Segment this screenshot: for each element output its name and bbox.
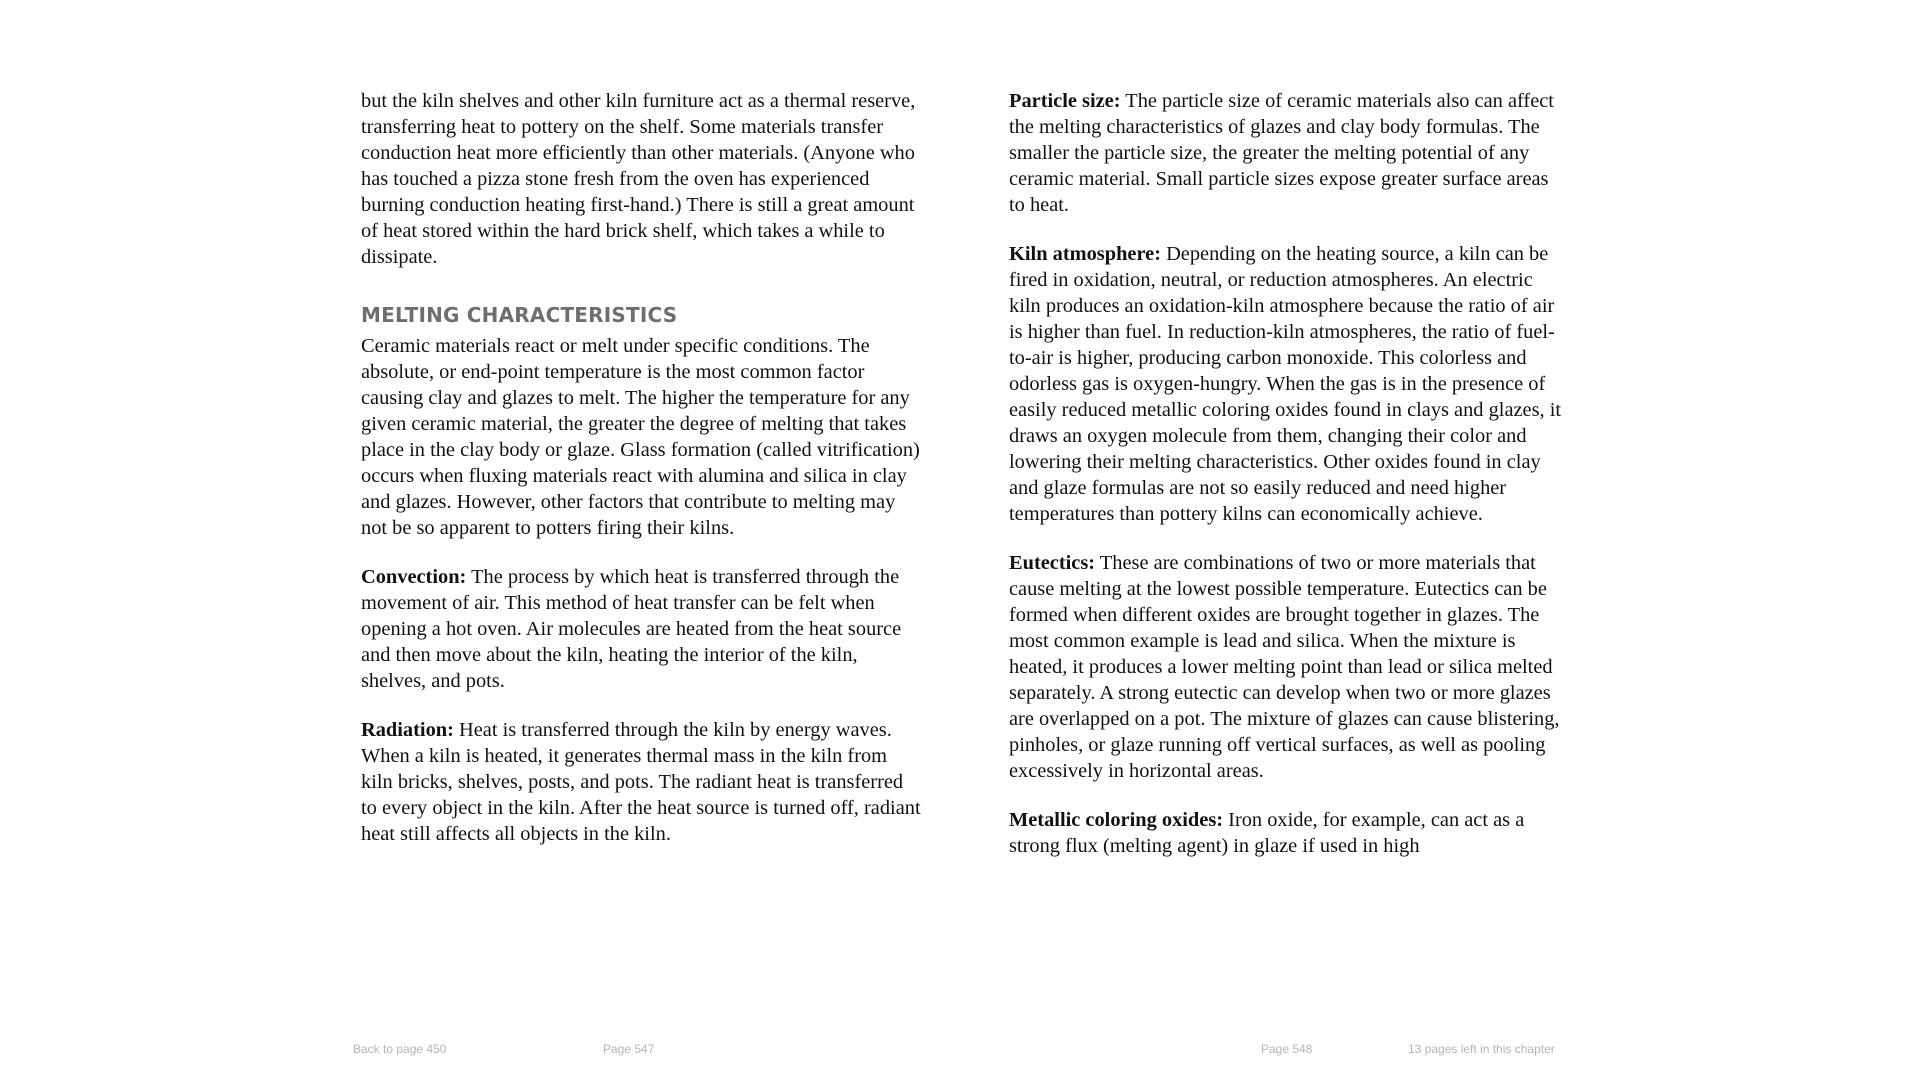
term-description: The particle size of ceramic materials also can affect the melting characteristics of glazes and clay body formulas. The smaller the particle size, the greater the melting potential of any ceramic material. Small particle sizes expose greater surface areas to heat.	[1009, 90, 1554, 216]
term-label: Particle size:	[1009, 90, 1121, 112]
metallic-oxides-paragraph	[1009, 807, 1569, 859]
term-description: The process by which heat is transferred through the movement of air. This method of heat transfer can be felt when opening a hot oven. Air molecules are heated from the heat source and then move about the kiln, heating the interior of the kiln, shelves, and pots.	[361, 566, 902, 692]
term-label: Metallic coloring oxides:	[1009, 809, 1224, 831]
body-paragraph: but the kiln shelves and other kiln furniture act as a thermal reserve, transferring heat to pottery on the shelf. Some materials transfer conduction heat more efficiently than other materials. (Anyone who has touched a pizza stone fresh from the oven has experienced burning conduction heating first-hand.) There is still a great amount of heat stored within the hard brick shelf, which takes a while to dissipate.	[361, 90, 916, 268]
pages-left-indicator: 13 pages left in this chapter	[1408, 1042, 1555, 1056]
convection-paragraph	[361, 564, 921, 694]
term-label: Kiln atmosphere:	[1009, 243, 1161, 265]
right-page-number: Page 548	[1261, 1042, 1313, 1056]
eutectics-paragraph	[1009, 550, 1569, 784]
term-description: These are combinations of two or more materials that cause melting at the lowest possible temperature. Eutectics can be formed when different oxides are brought together in glazes. The most common example is lead and silica. When the mixture is heated, it produces a lower melting point than lead or silica melted separately. A strong eutectic can develop when two or more glazes are overlapped on a pot. The mixture of glazes can cause blistering, pinholes, or glaze running off vertical surfaces, as well as pooling excessively in horizontal areas.	[1009, 552, 1560, 782]
term-label: Convection:	[361, 566, 467, 588]
radiation-paragraph	[361, 717, 921, 847]
left-page-number: Page 547	[603, 1042, 655, 1056]
term-label: Radiation:	[361, 719, 454, 741]
left-page	[361, 88, 921, 870]
right-page	[1009, 88, 1569, 859]
section-heading: MELTING CHARACTERISTICS	[361, 303, 678, 327]
term-label: Eutectics:	[1009, 552, 1096, 574]
back-to-page-link[interactable]: Back to page 450	[353, 1042, 447, 1056]
particle-size-paragraph	[1009, 88, 1569, 218]
body-paragraph: Ceramic materials react or melt under specific conditions. The absolute, or end-point temperature is the most common factor causing clay and glazes to melt. The higher the temperature for any given ceramic material, the greater the degree of melting that takes place in the clay body or glaze. Glass formation (called vitrification) occurs when fluxing materials react with alumina and silica in clay and glazes. However, other factors that contribute to melting may not be so apparent to potters firing their kilns.	[361, 335, 920, 539]
term-description: Depending on the heating source, a kiln can be fired in oxidation, neutral, or reduction atmospheres. An electric kiln produces an oxidation-kiln atmosphere because the ratio of air is higher than fuel. In reduction-kiln atmospheres, the ratio of fuel-to-air is higher, producing carbon monoxide. This colorless and odorless gas is oxygen-hungry. When the gas is in the presence of easily reduced metallic coloring oxides found in clays and glazes, it draws an oxygen molecule from them, changing their color and lowering their melting characteristics. Other oxides found in clay and glaze formulas are not so easily reduced and need higher temperatures than pottery kilns can economically achieve.	[1009, 243, 1562, 525]
kiln-atmosphere-paragraph	[1009, 241, 1569, 527]
term-description: Heat is transferred through the kiln by energy waves. When a kiln is heated, it generates thermal mass in the kiln from kiln bricks, shelves, posts, and pots. The radiant heat is transferred to every object in the kiln. After the heat source is turned off, radiant heat still affects all objects in the kiln.	[361, 719, 921, 845]
term-description: Iron oxide, for example, can act as a strong flux (melting agent) in glaze if used in high	[1009, 809, 1525, 857]
